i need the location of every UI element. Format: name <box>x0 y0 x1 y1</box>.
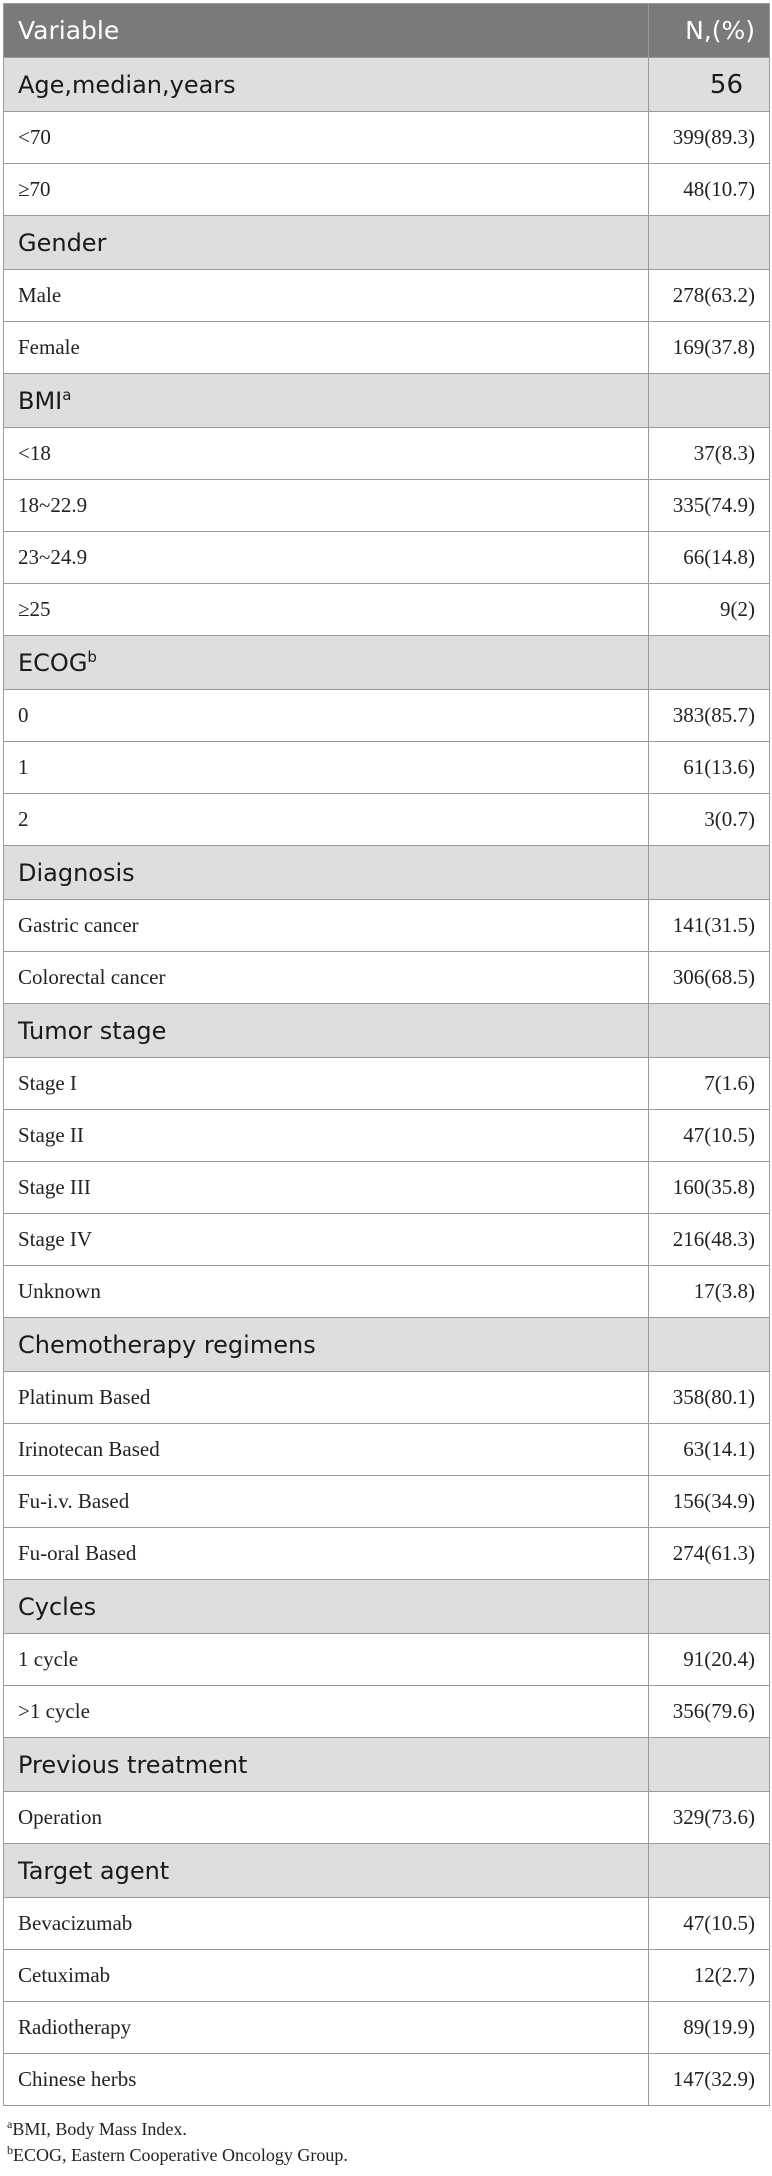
section-label <box>4 1738 649 1792</box>
section-row <box>4 1738 770 1792</box>
table-row <box>4 1058 770 1110</box>
row-value: 169(37.8) <box>649 322 770 374</box>
row-value: 147(32.9) <box>649 2054 770 2106</box>
section-label <box>4 1580 649 1634</box>
row-value: 335(74.9) <box>649 480 770 532</box>
row-label: Male <box>4 270 649 322</box>
table-row <box>4 1424 770 1476</box>
row-label: Chinese herbs <box>4 2054 649 2106</box>
section-value <box>649 636 770 690</box>
row-label: 0 <box>4 690 649 742</box>
row-value: 91(20.4) <box>649 1634 770 1686</box>
footnote-mark: a <box>7 2117 13 2131</box>
row-label: Gastric cancer <box>4 900 649 952</box>
row-label: Fu-i.v. Based <box>4 1476 649 1528</box>
table-row <box>4 1476 770 1528</box>
section-row <box>4 1844 770 1898</box>
section-value <box>649 216 770 270</box>
footnote-line <box>7 2116 769 2142</box>
row-label: 2 <box>4 794 649 846</box>
table-row <box>4 164 770 216</box>
row-value: 274(61.3) <box>649 1528 770 1580</box>
row-label: Platinum Based <box>4 1372 649 1424</box>
row-label: Operation <box>4 1792 649 1844</box>
section-row <box>4 636 770 690</box>
row-value: 12(2.7) <box>649 1950 770 2002</box>
table-row <box>4 794 770 846</box>
row-value: 306(68.5) <box>649 952 770 1004</box>
row-label: Fu-oral Based <box>4 1528 649 1580</box>
table-row <box>4 112 770 164</box>
table-row <box>4 270 770 322</box>
section-label <box>4 636 649 690</box>
table-row <box>4 480 770 532</box>
row-label: Radiotherapy <box>4 2002 649 2054</box>
table-row <box>4 1162 770 1214</box>
row-label: <18 <box>4 428 649 480</box>
table-row <box>4 1528 770 1580</box>
row-value: 216(48.3) <box>649 1214 770 1266</box>
row-value: 37(8.3) <box>649 428 770 480</box>
row-label: ≥70 <box>4 164 649 216</box>
row-label: Stage I <box>4 1058 649 1110</box>
section-row <box>4 1580 770 1634</box>
table-row <box>4 1214 770 1266</box>
row-value: 399(89.3) <box>649 112 770 164</box>
patient-characteristics-table <box>3 3 770 2106</box>
table-row <box>4 2002 770 2054</box>
table-row <box>4 1110 770 1162</box>
row-label: >1 cycle <box>4 1686 649 1738</box>
section-value <box>649 374 770 428</box>
row-value: 17(3.8) <box>649 1266 770 1318</box>
table-row <box>4 1950 770 2002</box>
row-value: 63(14.1) <box>649 1424 770 1476</box>
table-row <box>4 1792 770 1844</box>
section-label-text: Tumor stage <box>18 1016 167 1045</box>
section-label-text: Age,median,years <box>18 70 236 99</box>
section-row <box>4 58 770 112</box>
row-value: 7(1.6) <box>649 1058 770 1110</box>
row-label: Bevacizumab <box>4 1898 649 1950</box>
row-value: 156(34.9) <box>649 1476 770 1528</box>
row-value: 47(10.5) <box>649 1898 770 1950</box>
row-label: Stage III <box>4 1162 649 1214</box>
header-variable: Variable <box>4 4 649 58</box>
row-value: 89(19.9) <box>649 2002 770 2054</box>
row-value: 356(79.6) <box>649 1686 770 1738</box>
section-value <box>649 1318 770 1372</box>
table-row <box>4 1898 770 1950</box>
row-value: 383(85.7) <box>649 690 770 742</box>
section-label-text: Target agent <box>18 1856 170 1885</box>
row-label: Cetuximab <box>4 1950 649 2002</box>
section-value <box>649 1844 770 1898</box>
table-row <box>4 322 770 374</box>
section-label <box>4 216 649 270</box>
footnote-mark: b <box>7 2143 13 2157</box>
row-label: ≥25 <box>4 584 649 636</box>
section-row <box>4 1318 770 1372</box>
section-value <box>649 1738 770 1792</box>
header-count: N,(%) <box>649 4 770 58</box>
section-row <box>4 374 770 428</box>
table-row <box>4 532 770 584</box>
row-value: 47(10.5) <box>649 1110 770 1162</box>
row-label: 18~22.9 <box>4 480 649 532</box>
table-row <box>4 1266 770 1318</box>
footnote-text: ECOG, Eastern Cooperative Oncology Group. <box>13 2145 348 2165</box>
row-value: 66(14.8) <box>649 532 770 584</box>
row-label: Female <box>4 322 649 374</box>
table-body <box>4 58 770 2106</box>
section-label <box>4 374 649 428</box>
table-row <box>4 1372 770 1424</box>
table-container <box>3 0 769 2168</box>
table-row <box>4 2054 770 2106</box>
section-label-text: ECOG <box>18 648 88 677</box>
table-row <box>4 584 770 636</box>
table-row <box>4 952 770 1004</box>
section-label <box>4 1318 649 1372</box>
table-row <box>4 1634 770 1686</box>
row-label: 23~24.9 <box>4 532 649 584</box>
row-value: 358(80.1) <box>649 1372 770 1424</box>
table-row <box>4 1686 770 1738</box>
footnotes <box>7 2116 769 2168</box>
section-label <box>4 58 649 112</box>
footnote-text: BMI, Body Mass Index. <box>12 2119 187 2139</box>
footnote-marker: a <box>62 385 72 404</box>
row-value: 61(13.6) <box>649 742 770 794</box>
section-label-text: Previous treatment <box>18 1750 248 1779</box>
section-row <box>4 1004 770 1058</box>
row-value: 48(10.7) <box>649 164 770 216</box>
row-label: <70 <box>4 112 649 164</box>
section-label-text: Cycles <box>18 1592 97 1621</box>
row-label: Stage II <box>4 1110 649 1162</box>
section-value: 56 <box>649 58 770 112</box>
row-value: 141(31.5) <box>649 900 770 952</box>
section-value <box>649 1580 770 1634</box>
section-row <box>4 216 770 270</box>
section-value <box>649 846 770 900</box>
section-label <box>4 1844 649 1898</box>
table-row <box>4 690 770 742</box>
row-label: Stage IV <box>4 1214 649 1266</box>
section-label-text: Chemotherapy regimens <box>18 1330 316 1359</box>
section-label-text: Gender <box>18 228 107 257</box>
row-label: 1 <box>4 742 649 794</box>
section-label <box>4 1004 649 1058</box>
footnote-marker: b <box>87 647 97 666</box>
section-label-text: Diagnosis <box>18 858 135 887</box>
row-label: Unknown <box>4 1266 649 1318</box>
row-label: 1 cycle <box>4 1634 649 1686</box>
section-label-text: BMI <box>18 386 63 415</box>
row-value: 160(35.8) <box>649 1162 770 1214</box>
row-value: 9(2) <box>649 584 770 636</box>
table-row <box>4 428 770 480</box>
table-row <box>4 900 770 952</box>
row-label: Colorectal cancer <box>4 952 649 1004</box>
section-value <box>649 1004 770 1058</box>
table-row <box>4 742 770 794</box>
table-header-row <box>4 4 770 58</box>
row-value: 278(63.2) <box>649 270 770 322</box>
row-value: 3(0.7) <box>649 794 770 846</box>
section-label <box>4 846 649 900</box>
row-label: Irinotecan Based <box>4 1424 649 1476</box>
row-value: 329(73.6) <box>649 1792 770 1844</box>
section-row <box>4 846 770 900</box>
footnote-line <box>7 2142 769 2168</box>
